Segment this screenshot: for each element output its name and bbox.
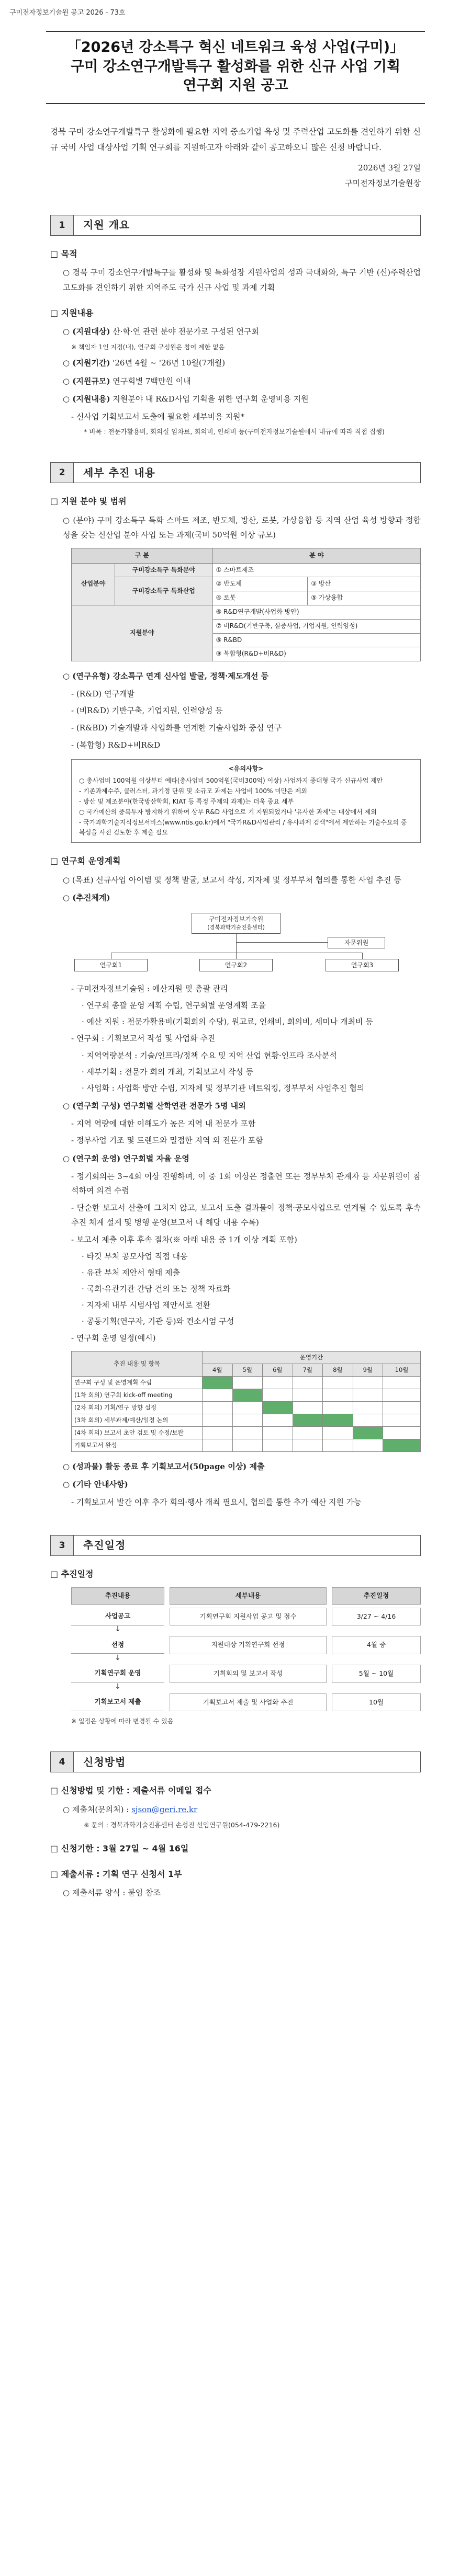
gantt-empty-cell	[263, 1414, 293, 1426]
caution-line: ○ 총사업비 100억원 이상부터 예타(총사업비 500억원(국비300억) 이상) 사업까지 중대형 국가 신규사업 제안	[79, 777, 383, 785]
gantt-empty-cell	[353, 1439, 383, 1451]
gantt-bar-cell	[263, 1402, 293, 1414]
gantt-empty-cell	[203, 1439, 233, 1451]
section-number: 2	[51, 463, 74, 483]
schedule-row	[71, 1693, 421, 1712]
field-cell: ⑥ R&D연구개발(사업화 방안)	[212, 605, 420, 619]
research-type: ○ (연구유형) 강소특구 연계 신사업 발굴, 정책·제도개선 등	[63, 671, 269, 681]
etc-heading: ○ (기타 안내사항)	[63, 1480, 128, 1490]
schedule-when: 3/27 ~ 4/16	[332, 1608, 421, 1626]
compose-heading: ○ (연구회 구성) 연구회별 산학연관 전문가 5명 내외	[63, 1101, 246, 1111]
gantt-empty-cell	[353, 1377, 383, 1389]
gantt-empty-cell	[263, 1426, 293, 1439]
gantt-empty-cell	[203, 1426, 233, 1439]
notice-number: 구미전자정보기술원 공고 2026 - 73호	[9, 9, 126, 17]
support-heading: □ 지원내용	[50, 308, 94, 318]
org-item: - 구미전자정보기술원 : 예산지원 및 총괄 관리	[71, 983, 228, 993]
etc-item: - 기획보고서 발간 이후 추가 회의·행사 개최 필요시, 협의를 통한 추가 예산 지원 가능	[71, 1497, 362, 1507]
run-heading: ○ (연구회 운영) 연구회별 자율 운영	[63, 1154, 189, 1164]
run-item: - 연구회 운영 일정(예시)	[71, 1333, 156, 1343]
gantt-month-header: 4월	[203, 1364, 233, 1377]
gantt-empty-cell	[203, 1414, 233, 1426]
schedule-step: 사업공고	[71, 1608, 164, 1625]
title-line-1: 「2026년 강소특구 혁신 네트워크 육성 사업(구미)」	[66, 39, 405, 56]
gantt-month-header: 6월	[263, 1364, 293, 1377]
org-item: · 예산 지원 : 전문가활용비(기획회의 수당), 원고료, 인쇄비, 회의비, 세미나 개최비 등	[82, 1017, 373, 1027]
schedule-heading: □ 추진일정	[50, 1569, 94, 1579]
support-target-note: ※ 책임자 1인 지정(내), 연구회 구성원은 참여 제한 없음	[71, 343, 225, 351]
section-number: 3	[51, 1536, 74, 1555]
schedule-when: 4월 중	[332, 1636, 421, 1654]
gantt-bar-cell	[293, 1414, 323, 1426]
gantt-task: (1차 회의) 연구회 kick-off meeting	[72, 1389, 203, 1402]
gantt-period-header: 운영기간	[203, 1352, 421, 1364]
schedule-col-header: 추진일정	[332, 1587, 421, 1605]
gantt-month-header: 7월	[293, 1364, 323, 1377]
gantt-empty-cell	[323, 1426, 353, 1439]
org-connector	[236, 942, 328, 943]
org-child-box: 연구회3	[326, 959, 399, 971]
org-item: - 연구회 : 기획보고서 작성 및 사업화 추진	[71, 1034, 216, 1044]
down-arrow-icon: ↓	[115, 1682, 121, 1691]
support-item-target: ○ (지원대상) 산·학·연 관련 분야 전문가로 구성된 연구회	[63, 327, 259, 337]
intro-paragraph: 경북 구미 강소연구개발특구 활성화에 필요한 지역 중소기업 육성 및 주력산업 고도화를 견인하기 위한 신규 국비 사업 대상사업 기획 연구회를 지원하고자 아래와 같이 공고하오니 많은 신청 바랍니다.	[50, 127, 421, 152]
docs-item: ○ 제출서류 양식 : 붙임 참조	[63, 1888, 161, 1898]
field-text: ○ (분야) 구미 강소특구 특화 스마트 제조, 반도체, 방산, 로봇, 가상융합 등 지역 산업 육성 방향과 정합성을 갖는 신산업 분야 사업 또는 과제(국비 50억원 이상 규모)	[63, 515, 421, 540]
gantt-empty-cell	[383, 1426, 421, 1439]
purpose-heading: □ 목적	[50, 248, 77, 259]
gantt-empty-cell	[293, 1426, 323, 1439]
gantt-empty-cell	[232, 1439, 263, 1451]
ops-org-heading: ○ (추진체계)	[63, 893, 110, 903]
section-title: 세부 추진 내용	[83, 466, 155, 479]
org-chart	[71, 913, 421, 975]
gantt-month-header: 9월	[353, 1364, 383, 1377]
gantt-empty-cell	[353, 1402, 383, 1414]
gantt-bar-cell	[383, 1439, 421, 1451]
schedule-col-header: 추진내용	[71, 1587, 164, 1605]
gantt-empty-cell	[203, 1389, 233, 1402]
contact-label: ○ 제출처(문의처) :	[63, 1804, 129, 1814]
caution-line: ○ 국가예산의 중복투자 방지하기 위하여 상부 R&D 사업으로 기 지원되었거나 '유사한 과제'는 대상에서 제외	[79, 808, 377, 816]
schedule-note: ※ 일정은 상황에 따라 변경될 수 있음	[71, 1718, 174, 1725]
run-item: · 지자체 내부 시범사업 제안서로 전환	[82, 1300, 210, 1310]
org-top-box: 구미전자정보기술원 (경북과학기술진흥센터)	[192, 913, 281, 934]
notice-signer: 구미전자정보기술원장	[345, 178, 421, 188]
field-cell: ⑨ 복합형(R&D+비R&D)	[212, 647, 420, 661]
gantt-row	[72, 1426, 421, 1439]
org-advisor-box: 자문위원	[328, 937, 385, 948]
gantt-empty-cell	[232, 1402, 263, 1414]
gantt-empty-cell	[383, 1414, 421, 1426]
field-heading: □ 지원 분야 및 범위	[50, 496, 127, 507]
schedule-detail: 기획연구회 지원사업 공고 및 접수	[170, 1608, 327, 1626]
schedule-detail: 기획회의 및 보고서 작성	[170, 1665, 327, 1683]
field-cell: ⑧ R&BD	[212, 633, 420, 647]
run-item: - 단순한 보고서 산출에 그치지 않고, 보고서 도출 결과물이 정책·공모사업으로 연계될 수 있도록 후속 추진 체계 설계 및 병행 운영(보고서 내 해당 내용 수록)	[71, 1203, 421, 1227]
contact-email-link[interactable]: sjson@geri.re.kr	[131, 1804, 198, 1814]
gantt-empty-cell	[263, 1439, 293, 1451]
section-title: 신청방법	[83, 1755, 126, 1768]
caution-line: - 기존과제수주, 클러스터, 과기정 단위 및 소규모 과제는 사업비 100% 미만은 제외	[79, 787, 307, 795]
schedule-gantt	[71, 1351, 421, 1452]
gantt-bar-cell	[353, 1426, 383, 1439]
schedule-header-row	[71, 1587, 421, 1605]
schedule-detail: 지원대상 기획연구회 선정	[170, 1636, 327, 1654]
down-arrow-icon: ↓	[115, 1625, 121, 1634]
method-heading: □ 신청방법 및 기한 : 제출서류 이메일 접수	[50, 1785, 211, 1796]
gantt-month-header: 10월	[383, 1364, 421, 1377]
schedule-step: 기획보고서 제출	[71, 1693, 164, 1711]
gantt-empty-cell	[383, 1389, 421, 1402]
research-item: - (R&D) 연구개발	[71, 689, 134, 699]
gantt-empty-cell	[232, 1414, 263, 1426]
title-line-3: 연구회 지원 공고	[183, 77, 288, 94]
gantt-empty-cell	[383, 1402, 421, 1414]
org-connector	[236, 953, 237, 959]
gantt-empty-cell	[383, 1377, 421, 1389]
run-item: · 국회·유관기관 간담 건의 또는 정책 자료화	[82, 1284, 231, 1294]
support-subitem-note: * 비목 : 전문가활용비, 회의실 임차료, 회의비, 인쇄비 등(구미전자정보기술원에서 내규에 따라 직접 집행)	[84, 428, 385, 436]
caution-line: - 국가과학기술지식정보서비스(www.ntis.go.kr)에서 "국가R&D사업관리 / 유사과제 검색"에서 제안하는 기술수요의 중복성을 사전 검토한 후 제출 필요	[79, 818, 407, 837]
gantt-empty-cell	[232, 1377, 263, 1389]
field-group-label: 지원분야	[72, 605, 213, 661]
research-item: - (복합형) R&D+비R&D	[71, 740, 161, 750]
gantt-empty-cell	[293, 1402, 323, 1414]
ops-heading: □ 연구회 운영계획	[50, 856, 121, 866]
gantt-empty-cell	[203, 1402, 233, 1414]
docs-heading: □ 제출서류 : 기획 연구 신청서 1부	[50, 1869, 182, 1879]
caution-line: - 방산 및 제조분야(한국방산학회, KIAT 등 특정 주제의 과제)는 더욱 중요 세부	[79, 798, 294, 806]
gantt-bar-cell	[203, 1377, 233, 1389]
compose-item: - 정부사업 기조 및 트렌드와 밀접한 지역 외 전문가 포함	[71, 1136, 263, 1146]
gantt-bar-cell	[323, 1414, 353, 1426]
gantt-task: (3차 회의) 세부과제/예산/일정 논의	[72, 1414, 203, 1426]
run-item: - 정기회의는 3~4회 이상 진행하며, 이 중 1회 이상은 정출연 또는 정부부처 관계자 등 자문위원이 참석하여 의견 수렴	[71, 1171, 421, 1196]
run-item: · 유관 부처 제안서 형태 제출	[82, 1268, 180, 1278]
org-child-box: 연구회1	[74, 959, 148, 971]
section-title: 지원 개요	[83, 219, 130, 232]
org-item: · 세부기획 : 전문가 회의 개최, 기획보고서 작성 등	[82, 1067, 254, 1077]
gantt-month-header: 8월	[323, 1364, 353, 1377]
result-text: ○ (성과물) 활동 종료 후 기획보고서(50page 이상) 제출	[63, 1461, 265, 1471]
support-item-content: ○ (지원내용) 지원분야 내 R&D사업 기획을 위한 연구회 운영비용 지원	[63, 394, 309, 404]
field-cell: ④ 로봇	[212, 591, 308, 605]
section-number: 4	[51, 1752, 74, 1772]
gantt-row	[72, 1439, 421, 1451]
gantt-task-header: 추진 내용 및 항목	[72, 1352, 203, 1377]
schedule-row	[71, 1665, 421, 1683]
support-subitem: - 신사업 기획보고서 도출에 필요한 세부비용 지원*	[71, 411, 244, 421]
org-item: · 사업화 : 사업화 방안 수립, 지자체 및 정부기관 네트워킹, 정부부처 사업추진 협의	[82, 1083, 365, 1093]
field-sub-label: 구미강소특구 특화산업	[115, 577, 212, 605]
gantt-row	[72, 1414, 421, 1426]
gantt-empty-cell	[293, 1439, 323, 1451]
field-table-header: 분 야	[212, 548, 420, 563]
schedule-when: 5월 ~ 10월	[332, 1665, 421, 1683]
field-cell: ⑦ 비R&D(기반구축, 실증사업, 기업지원, 인력양성)	[212, 619, 420, 633]
compose-item: - 지역 역량에 대한 이해도가 높은 지역 내 전문가 포함	[71, 1118, 256, 1128]
org-child-box: 연구회2	[199, 959, 273, 971]
gantt-empty-cell	[353, 1414, 383, 1426]
ops-goal: ○ (목표) 신규사업 아이템 및 정책 발굴, 보고서 작성, 지자체 및 정부부처 협의를 통한 사업 추진 등	[63, 875, 401, 885]
gantt-empty-cell	[323, 1402, 353, 1414]
gantt-empty-cell	[263, 1389, 293, 1402]
field-cell: ⑤ 가상융합	[308, 591, 421, 605]
schedule-flow	[71, 1587, 421, 1711]
section-title: 추진일정	[83, 1539, 126, 1552]
title-line-2: 구미 강소연구개발특구 활성화를 위한 신규 사업 기획	[70, 58, 401, 75]
field-group-label: 산업분야	[72, 563, 115, 605]
gantt-task: (2차 회의) 기획/연구 방향 설정	[72, 1402, 203, 1414]
run-item: · 타깃 부처 공모사업 직접 대응	[82, 1252, 188, 1262]
schedule-row	[71, 1608, 421, 1626]
field-cell: ③ 방산	[308, 577, 421, 591]
gantt-empty-cell	[232, 1426, 263, 1439]
down-arrow-icon: ↓	[115, 1653, 121, 1662]
period-heading: □ 신청기한 : 3월 27일 ~ 4월 16일	[50, 1844, 189, 1854]
org-item: · 연구회 총괄 운영 계획 수립, 연구회별 운영계획 조율	[82, 1001, 266, 1011]
gantt-empty-cell	[323, 1439, 353, 1451]
gantt-row	[72, 1377, 421, 1389]
notice-title	[46, 31, 425, 104]
field-table-header: 구 분	[72, 548, 213, 563]
gantt-empty-cell	[353, 1389, 383, 1402]
org-connector	[236, 934, 237, 953]
schedule-when: 10월	[332, 1693, 421, 1712]
org-connector	[362, 953, 363, 959]
gantt-task: (4차 회의) 보고서 초안 검토 및 수정/보완	[72, 1426, 203, 1439]
gantt-month-header: 5월	[232, 1364, 263, 1377]
notice-date: 2026년 3월 27일	[358, 163, 421, 173]
caution-title: <유의사항>	[228, 764, 264, 772]
field-cell: ① 스마트제조	[212, 563, 420, 577]
schedule-row	[71, 1636, 421, 1654]
contact-note: ※ 문의 : 경북과학기술진흥센터 손성진 선임연구원(054-479-2216)	[84, 1821, 280, 1829]
research-item: - (비R&D) 기반구축, 기업지원, 인력양성 등	[71, 706, 223, 716]
gantt-empty-cell	[293, 1389, 323, 1402]
gantt-bar-cell	[232, 1389, 263, 1402]
gantt-empty-cell	[323, 1389, 353, 1402]
section-2-header	[50, 462, 421, 483]
caution-box	[71, 759, 421, 843]
field-table	[71, 548, 421, 661]
gantt-task: 기획보고서 완성	[72, 1439, 203, 1451]
support-item-scale: ○ (지원규모) 연구회별 7백만원 이내	[63, 376, 191, 386]
gantt-empty-cell	[293, 1377, 323, 1389]
gantt-empty-cell	[263, 1377, 293, 1389]
section-1-header	[50, 215, 421, 236]
research-item: - (R&BD) 기술개발과 사업화를 연계한 기술사업화 중심 연구	[71, 723, 282, 733]
run-item: - 보고서 제출 이후 후속 절차(※ 아래 내용 중 1개 이상 계획 포함)	[71, 1234, 297, 1244]
purpose-text: ○ 경북 구미 강소연구개발특구를 활성화 및 특화성장 지원사업의 성과 극대화와, 특구 기반 (신)주력산업 고도화를 견인하기 위한 지역주도 국가 신규 사업 및 과제 기획	[63, 268, 421, 292]
field-cell: ② 반도체	[212, 577, 308, 591]
section-number: 1	[51, 215, 74, 235]
schedule-col-header: 세부내용	[170, 1587, 327, 1605]
field-sub-label: 구미강소특구 특화분야	[115, 563, 212, 577]
schedule-detail: 기획보고서 제출 및 사업화 추진	[170, 1693, 327, 1712]
section-4-header	[50, 1751, 421, 1772]
gantt-row	[72, 1402, 421, 1414]
org-item: · 지역역량분석 : 기술/인프라/정책 수요 및 지역 산업 현황·인프라 조사분석	[82, 1051, 337, 1061]
support-item-period: ○ (지원기간) '26년 4월 ~ '26년 10월(7개월)	[63, 358, 226, 368]
gantt-row	[72, 1389, 421, 1402]
section-3-header	[50, 1535, 421, 1556]
schedule-step: 선정	[71, 1636, 164, 1654]
contact-line	[63, 1802, 421, 1817]
gantt-task: 연구회 구성 및 운영계획 수립	[72, 1377, 203, 1389]
schedule-step: 기획연구회 운영	[71, 1665, 164, 1682]
run-item: · 공동기획(연구자, 기관 등)와 컨소시엄 구성	[82, 1316, 234, 1326]
gantt-empty-cell	[323, 1377, 353, 1389]
